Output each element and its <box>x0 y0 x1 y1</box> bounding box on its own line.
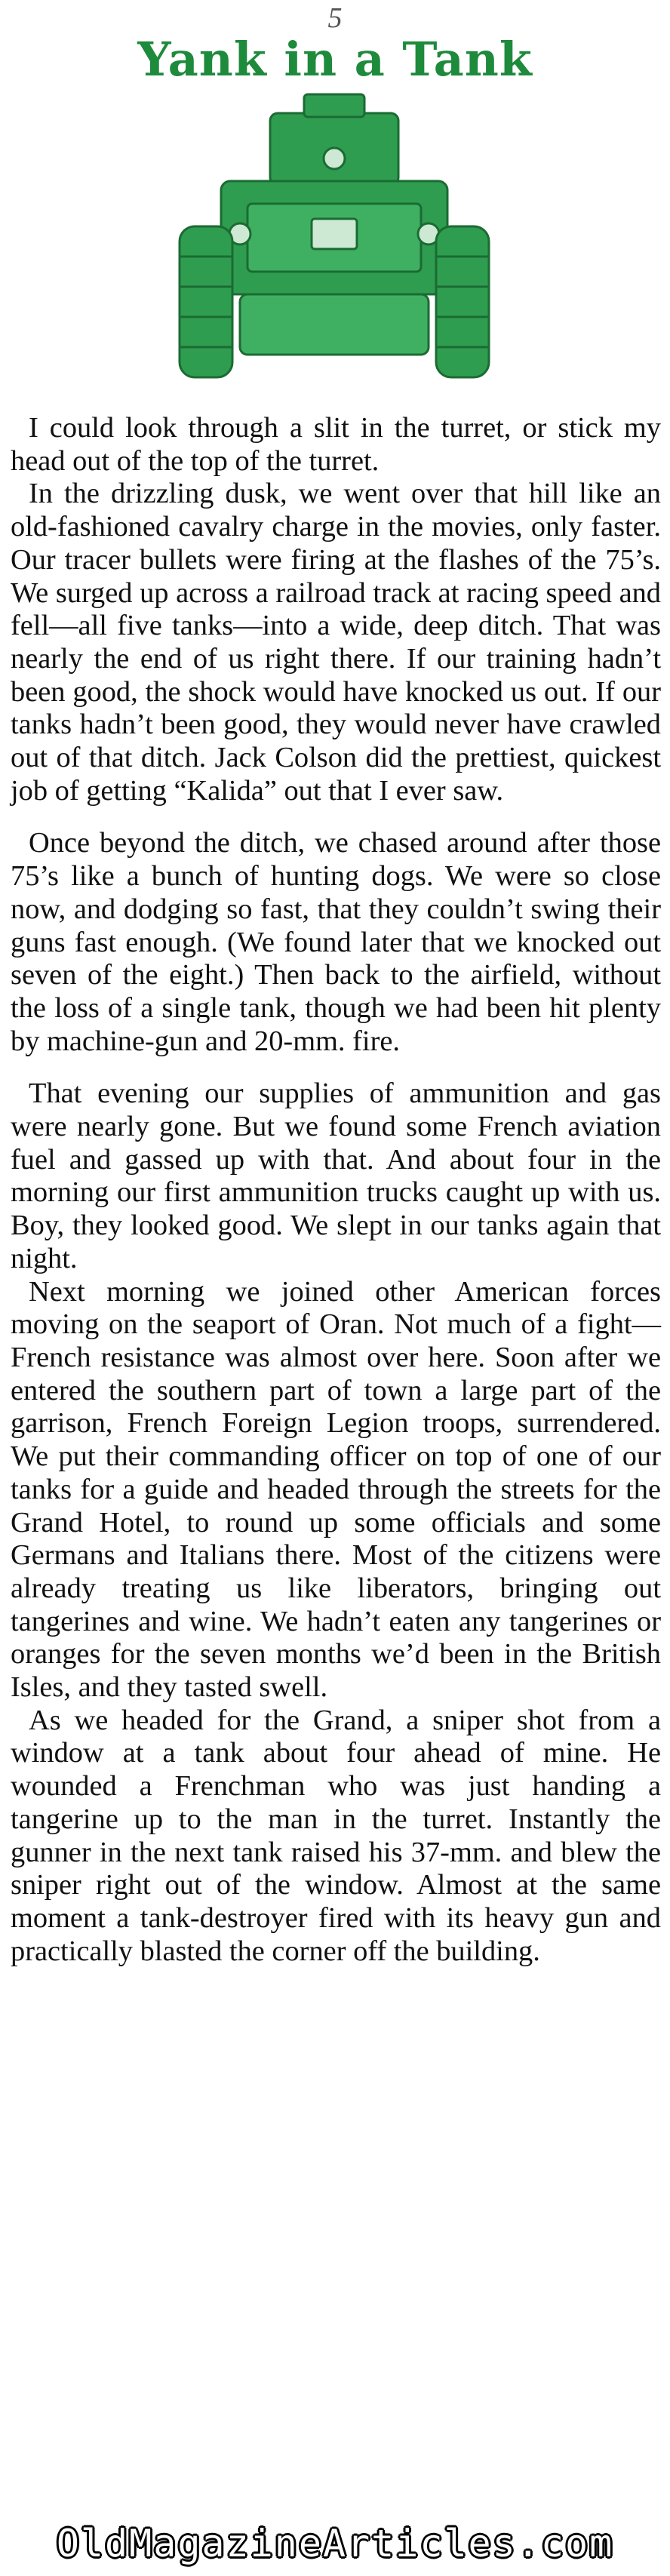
paragraph: That evening our supplies of ammunition and gas were nearly gone. But we found some French aviation fuel and gassed up with that. And about four in the morning our first ammunition trucks caught up with us. Boy, they looked good. We slept in our tanks again that night. <box>11 1077 661 1274</box>
paragraph: I could look through a slit in the turret, or stick my head out of the top of the turret. <box>11 412 661 477</box>
paragraph: Next morning we joined other American forces moving on the seaport of Oran. Not much of a fight—French resistance was almost over here. Soon after we entered the southern part of town a large part of the garrison, French Foreign Legion troops, surrendered. We put their commanding officer on top of one of our tanks for a guide and headed through the streets for the Grand Hotel, to round up some officials and some Germans and Italians there. Most of the citizens were already treating us like liberators, bringing out tangerines and wine. We hadn’t eaten any tangerines or oranges for the seven months we’d been in the British Isles, and they tasted swell. <box>11 1275 661 1704</box>
article-body <box>11 412 661 1968</box>
paragraph: In the drizzling dusk, we went over that hill like an old-fashioned cavalry charge in the movies, only faster. Our tracer bullets were firing at the flashes of the 75’s. We surged up across a railroad track at racing speed and fell—all five tanks—into a wide, deep ditch. That was nearly the end of us right there. If our training hadn’t been good, the shock would have knocked us out. If our tanks hadn’t been good, they would never have crawled out of that ditch. Jack Colson did the prettiest, quickest job of getting “Kalida” out that I ever saw. <box>11 478 661 807</box>
paragraph: Once beyond the ditch, we chased around after those 75’s like a bunch of hunting dogs. We were so close now, and dodging so fast, that they couldn’t swing their guns fast enough. (We found later that we knocked out seven of the eight.) Then back to the airfield, without the loss of a single tank, though we had been hit plenty by machine-gun and 20-mm. fire. <box>11 827 661 1057</box>
page-number: 5 <box>327 2 343 34</box>
tank-icon <box>157 83 512 385</box>
article-title: Yank in a Tank <box>137 32 533 87</box>
footer-watermark[interactable]: OldMagazineArticles.com <box>56 2522 614 2565</box>
paragraph: As we headed for the Grand, a sniper shot from a window at a tank about four ahead of mine. He wounded a Frenchman who was just handing a tangerine up to the man in the turret. Instantly the gunner in the next tank raised his 37-mm. and blew the sniper right out of the window. Almost at the same moment a tank-destroyer fired with its heavy gun and practically blasted the corner off the building. <box>11 1704 661 1967</box>
